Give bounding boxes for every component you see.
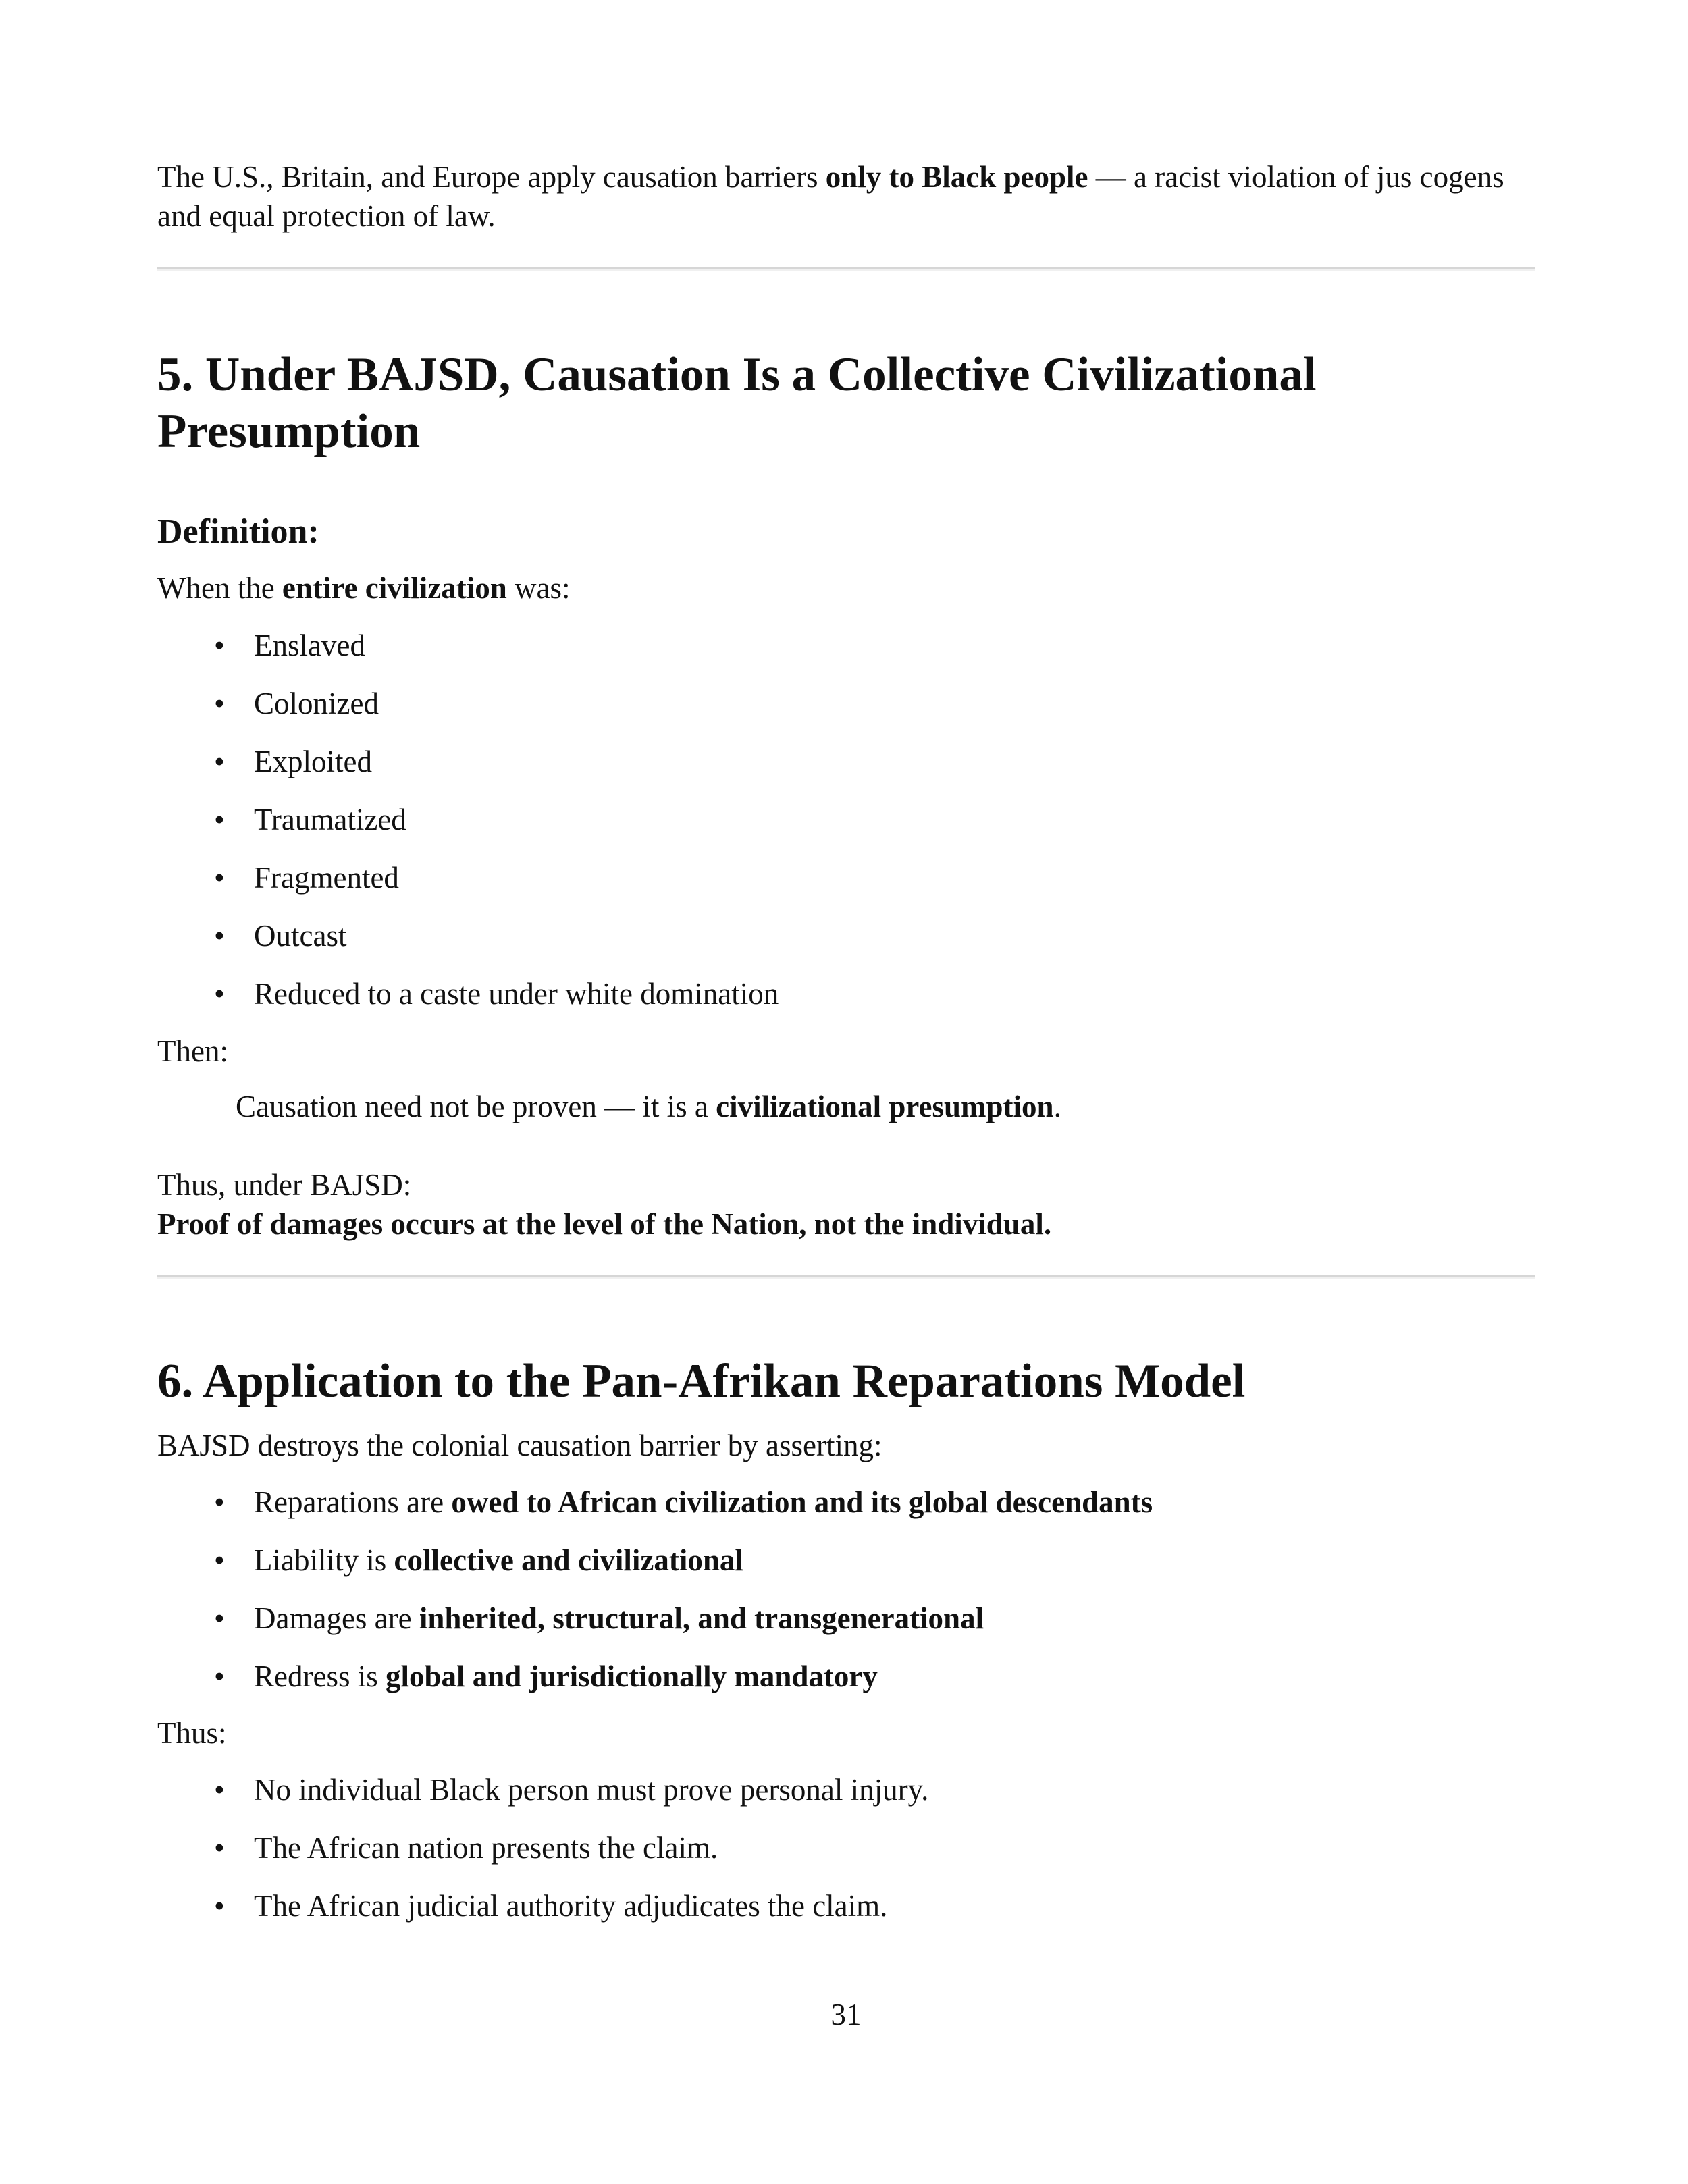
list-item <box>157 907 1535 965</box>
definition-lead <box>157 568 1535 608</box>
list-item-text: Damages are <box>254 1601 419 1635</box>
quote-text-end: . <box>1053 1090 1061 1123</box>
list-item <box>157 1819 1535 1877</box>
list-item-text: The African nation presents the claim. <box>254 1831 718 1865</box>
list-item <box>157 1531 1535 1589</box>
intro-text: The U.S., Britain, and Europe apply causation barriers <box>157 160 826 194</box>
section-5-heading: 5. Under BAJSD, Causation Is a Collective Civilizational Presumption <box>157 348 1317 458</box>
intro-paragraph <box>157 157 1535 236</box>
list-item-text: Fragmented <box>254 861 399 895</box>
list-item-text: Traumatized <box>254 803 406 836</box>
intro-emphasis: only to Black people <box>825 160 1088 194</box>
bullet-icon: • <box>214 1831 225 1865</box>
list-item-text: Redress is <box>254 1659 386 1693</box>
assertion-list <box>157 1473 1535 1705</box>
bullet-icon: • <box>214 977 225 1011</box>
document-page <box>157 0 1535 2184</box>
list-item-text: Exploited <box>254 745 372 778</box>
list-item <box>157 965 1535 1023</box>
bullet-icon: • <box>214 1485 225 1519</box>
list-item-text: Reparations are <box>254 1485 452 1519</box>
list-item-emphasis: collective and civilizational <box>394 1543 743 1577</box>
thus-label: Thus: <box>157 1716 227 1750</box>
list-item <box>157 791 1535 849</box>
list-item-emphasis: inherited, structural, and transgenerational <box>419 1601 984 1635</box>
quote-text: Causation need not be proven — it is a <box>236 1090 716 1123</box>
then-label: Then: <box>157 1034 228 1068</box>
intro-text-end: — a racist violation of jus cogens and equal protection of law. <box>157 160 1504 233</box>
section-6-heading: 6. Application to the Pan-Afrikan Reparations Model <box>157 1355 1246 1408</box>
list-item <box>157 1473 1535 1531</box>
list-item-text: Colonized <box>254 687 379 720</box>
bullet-icon: • <box>214 919 225 953</box>
list-item-text: Reduced to a caste under white domination <box>254 977 779 1011</box>
list-item-emphasis: global and jurisdictionally mandatory <box>386 1659 878 1693</box>
list-item-text: Enslaved <box>254 629 365 662</box>
list-item <box>157 1761 1535 1819</box>
conclusion-statement <box>157 1204 1535 1244</box>
list-item <box>157 1589 1535 1647</box>
bullet-icon: • <box>214 803 225 836</box>
bullet-icon: • <box>214 1601 225 1635</box>
list-item-text: The African judicial authority adjudicates the claim. <box>254 1889 888 1923</box>
section-divider <box>157 1275 1535 1279</box>
list-item <box>157 1877 1535 1935</box>
section-6-lead: BAJSD destroys the colonial causation barrier by asserting: <box>157 1429 882 1462</box>
presumption-quote <box>157 1087 1613 1126</box>
conclusion-text: Proof of damages occurs at the level of the Nation, not the individual. <box>157 1207 1052 1241</box>
list-item-text: Outcast <box>254 919 347 953</box>
list-item <box>157 849 1535 907</box>
list-item <box>157 674 1535 733</box>
list-item-text: No individual Black person must prove personal injury. <box>254 1773 929 1807</box>
list-item <box>157 733 1535 791</box>
condition-list <box>157 616 1535 1023</box>
page-number: 31 <box>830 1998 862 2031</box>
bullet-icon: • <box>214 1889 225 1923</box>
section-divider <box>157 267 1535 271</box>
quote-emphasis: civilizational presumption <box>716 1090 1054 1123</box>
consequence-list <box>157 1761 1535 1935</box>
list-item-emphasis: owed to African civilization and its global descendants <box>451 1485 1153 1519</box>
list-item <box>157 616 1535 674</box>
definition-heading: Definition: <box>157 512 319 551</box>
thus-under-bajsd: Thus, under BAJSD: <box>157 1168 412 1202</box>
lead-text: When the <box>157 571 282 605</box>
bullet-icon: • <box>214 1659 225 1693</box>
bullet-icon: • <box>214 629 225 662</box>
bullet-icon: • <box>214 861 225 895</box>
lead-text-end: was: <box>506 571 571 605</box>
bullet-icon: • <box>214 1543 225 1577</box>
list-item <box>157 1647 1535 1705</box>
bullet-icon: • <box>214 687 225 720</box>
list-item-text: Liability is <box>254 1543 394 1577</box>
bullet-icon: • <box>214 745 225 778</box>
bullet-icon: • <box>214 1773 225 1807</box>
lead-emphasis: entire civilization <box>282 571 507 605</box>
